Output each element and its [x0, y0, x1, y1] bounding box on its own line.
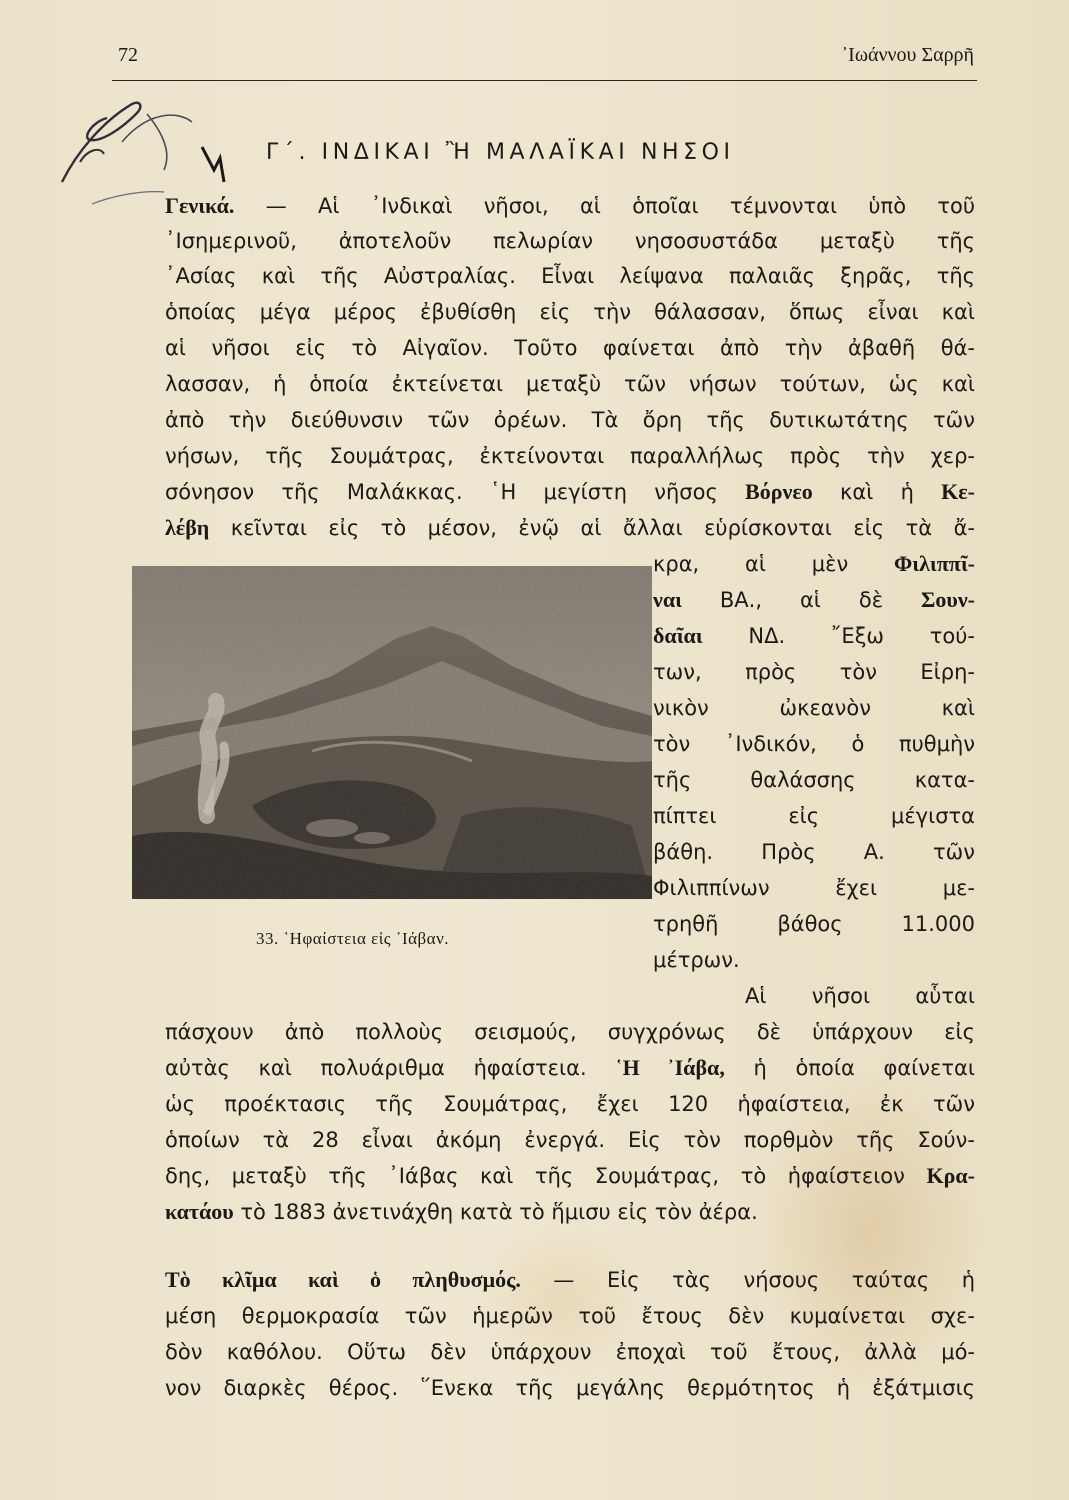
- place-name: ναι: [653, 587, 682, 612]
- body-line: πάσχουν ἀπὸ πολλοὺς σεισμούς, συγχρόνως δὲ ὑπάρχουν εἰς: [165, 1020, 975, 1044]
- body-line: λασσαν, ἡ ὁποία ἐκτείνεται μεταξὺ τῶν νήσων τούτων, ὡς καὶ: [165, 372, 975, 396]
- body-line: ναι ΒΑ., αἱ δὲ Σουν-: [653, 587, 975, 612]
- place-name: δαῖαι: [653, 623, 703, 648]
- body-line: δης, μεταξὺ τῆς ᾿Ιάβας καὶ τῆς Σουμάτρας, τὸ ἡφαίστειον Κρα-: [165, 1163, 975, 1188]
- body-line: των, πρὸς τὸν Εἰρη-: [653, 660, 975, 684]
- body-line: σόνησον τῆς Μαλάκκας. ῾Η μεγίστη νῆσος Βόρνεο καὶ ἡ Κε-: [165, 479, 975, 504]
- paragraph-heading: Γενικά.: [165, 193, 235, 218]
- body-line: Αἱ νῆσοι αὗται: [745, 984, 975, 1008]
- body-line: κρα, αἱ μὲν Φιλιππῖ-: [653, 551, 975, 576]
- place-name: Κρα-: [926, 1163, 975, 1188]
- body-line: λέβη κεῖνται εἰς τὸ μέσον, ἐνῷ αἱ ἄλλαι εὑρίσκονται εἰς τὰ ἄ-: [165, 515, 975, 540]
- body-line: αὐτὰς καὶ πολυάριθμα ἡφαίστεια. ῾Η ᾿Ιάβα, ἡ ὁποία φαίνεται: [165, 1055, 975, 1080]
- body-line: Τὸ κλῖμα καὶ ὁ πληθυσμός. — Εἰς τὰς νήσους ταύτας ἡ: [165, 1267, 976, 1292]
- paragraph-heading: Τὸ κλῖμα καὶ ὁ πληθυσμός.: [165, 1267, 521, 1292]
- body-line: δὸν καθόλου. Οὕτω δὲν ὑπάρχουν ἐποχαὶ τοῦ ἔτους, ἀλλὰ μό-: [165, 1340, 975, 1364]
- place-name: Κε-: [941, 479, 975, 504]
- body-line: νήσων, τῆς Σουμάτρας, ἐκτείνονται παραλλήλως πρὸς τὴν χερ-: [165, 444, 975, 468]
- body-line: Γενικά. — Αἱ ᾿Ινδικαὶ νῆσοι, αἱ ὁποῖαι τέμνονται ὑπὸ τοῦ: [165, 193, 975, 218]
- place-name: κατάου: [165, 1199, 234, 1224]
- body-line: βάθη. Πρὸς Α. τῶν: [653, 840, 975, 864]
- body-line: τῆς θαλάσσης κατα-: [653, 768, 975, 792]
- figure-caption: 33. ῾Ηφαίστεια εἰς ᾿Ιάβαν.: [256, 929, 450, 948]
- body-line: μέση θερμοκρασία τῶν ἡμερῶν τοῦ ἔτους δὲν κυμαίνεται σχε-: [165, 1304, 975, 1328]
- place-name: ῾Η ᾿Ιάβα,: [615, 1055, 725, 1080]
- body-line: τρηθῆ βάθος 11.000: [653, 912, 975, 936]
- body-line: νικὸν ὠκεανὸν καὶ: [653, 696, 975, 720]
- running-header-author: ᾿Ιωάννου Σαρρῆ: [841, 44, 974, 66]
- body-line: ὡς προέκτασις τῆς Σουμάτρας, ἔχει 120 ἡφαίστεια, ἐκ τῶν: [165, 1092, 975, 1116]
- body-line: κατάου τὸ 1883 ἀνετινάχθη κατὰ τὸ ἥμισυ εἰς τὸν ἀέρα.: [165, 1199, 758, 1224]
- body-line: νον διαρκὲς θέρος. ῞Ενεκα τῆς μεγάλης θερμότητος ἡ ἐξάτμισις: [165, 1376, 975, 1400]
- body-line: ᾿Ισημερινοῦ, ἀποτελοῦν πελωρίαν νησοσυστάδα μεταξὺ τῆς: [165, 229, 975, 253]
- page-number: 72: [118, 44, 138, 66]
- body-line: αἱ νῆσοι εἰς τὸ Αἰγαῖον. Τοῦτο φαίνεται ἀπὸ τὴν ἀβαθῆ θά-: [165, 336, 975, 360]
- body-line: μέτρων.: [653, 948, 740, 972]
- place-name: Σουν-: [921, 587, 975, 612]
- body-line: Φιλιππίνων ἔχει με-: [653, 876, 975, 900]
- body-line: ἀπὸ τὴν διεύθυνσιν τῶν ὀρέων. Τὰ ὄρη τῆς δυτικωτάτης τῶν: [165, 408, 975, 432]
- volcano-photo: [132, 566, 652, 899]
- section-title: Γ΄. ΙΝΔΙΚΑΙ Ἢ ΜΑΛΑΪΚΑΙ ΝΗΣΟΙ: [266, 140, 735, 165]
- body-line: ᾿Ασίας καὶ τῆς Αὐστραλίας. Εἶναι λείψανα παλαιᾶς ξηρᾶς, τῆς: [165, 264, 975, 288]
- body-line: ὁποίων τὰ 28 εἶναι ἀκόμη ἐνεργά. Εἰς τὸν πορθμὸν τῆς Σούν-: [165, 1128, 975, 1152]
- place-name: λέβη: [165, 515, 210, 540]
- place-name: Φιλιππῖ-: [894, 551, 975, 576]
- body-line: τὸν ᾿Ινδικόν, ὁ πυθμὴν: [653, 732, 975, 756]
- header-rule: [112, 80, 977, 81]
- body-line: δαῖαι ΝΔ. ῎Εξω τού-: [653, 623, 975, 648]
- body-line: πίπτει εἰς μέγιστα: [653, 804, 975, 828]
- place-name: Βόρνεο: [745, 479, 813, 504]
- body-line: ὁποίας μέγα μέρος ἐβυθίσθη εἰς τὴν θάλασσαν, ὅπως εἶναι καὶ: [165, 300, 975, 324]
